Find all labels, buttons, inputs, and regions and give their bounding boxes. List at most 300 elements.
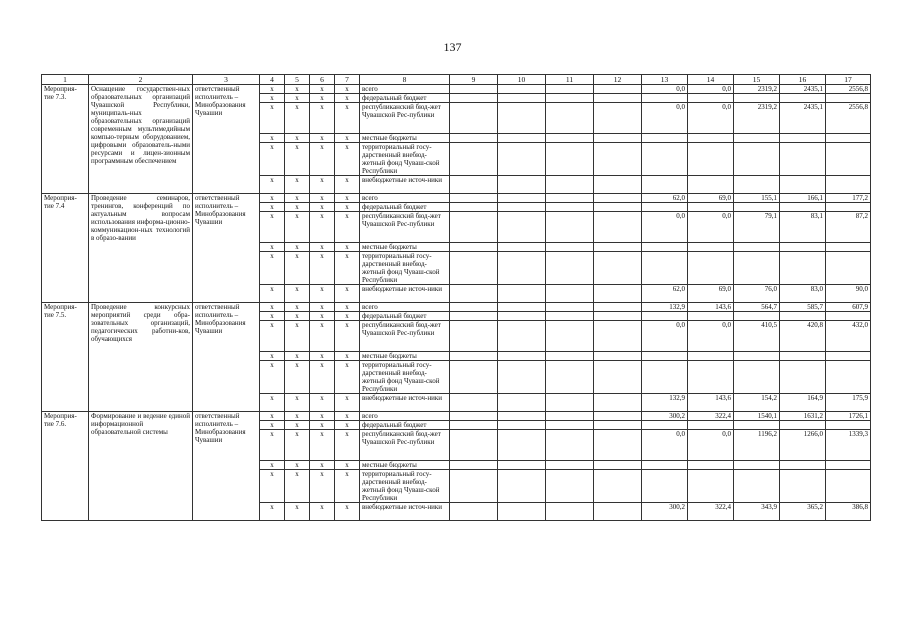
code-cell: x xyxy=(260,430,285,461)
empty-cell xyxy=(546,503,594,521)
value-cell xyxy=(734,143,780,176)
code-cell: x xyxy=(285,461,310,470)
empty-cell xyxy=(546,394,594,412)
value-cell xyxy=(734,361,780,394)
code-cell: x xyxy=(310,461,335,470)
measure-code: Мероприя-тие 7.3. xyxy=(42,85,89,194)
empty-cell xyxy=(594,361,642,394)
empty-cell xyxy=(546,176,594,194)
value-cell: 0,0 xyxy=(642,321,688,352)
empty-cell xyxy=(450,361,498,394)
empty-cell xyxy=(498,252,546,285)
empty-cell xyxy=(498,430,546,461)
value-cell xyxy=(688,252,734,285)
funding-source: местные бюджеты xyxy=(360,134,450,143)
value-cell xyxy=(734,352,780,361)
value-cell: 564,7 xyxy=(734,303,780,312)
empty-cell xyxy=(498,103,546,134)
funding-source: внебюджетные источ-ники xyxy=(360,285,450,303)
code-cell: x xyxy=(260,194,285,203)
empty-cell xyxy=(546,194,594,203)
code-cell: x xyxy=(335,85,360,94)
value-cell xyxy=(688,143,734,176)
empty-cell xyxy=(450,303,498,312)
table-row xyxy=(42,303,871,312)
measure-code: Мероприя-тие 7.4 xyxy=(42,194,89,303)
code-cell: x xyxy=(335,143,360,176)
code-cell: x xyxy=(335,312,360,321)
code-cell: x xyxy=(285,94,310,103)
table-row xyxy=(42,85,871,94)
table-body xyxy=(42,75,871,521)
code-cell: x xyxy=(260,303,285,312)
value-cell: 432,0 xyxy=(826,321,871,352)
empty-cell xyxy=(450,212,498,243)
funding-source: всего xyxy=(360,194,450,203)
code-cell: x xyxy=(285,430,310,461)
budget-table xyxy=(41,74,871,521)
code-cell: x xyxy=(310,303,335,312)
value-cell xyxy=(780,352,826,361)
value-cell xyxy=(780,243,826,252)
code-cell: x xyxy=(310,243,335,252)
empty-cell xyxy=(450,321,498,352)
code-cell: x xyxy=(260,470,285,503)
empty-cell xyxy=(498,203,546,212)
empty-cell xyxy=(450,412,498,421)
empty-cell xyxy=(450,394,498,412)
value-cell xyxy=(826,361,871,394)
funding-source: внебюджетные источ-ники xyxy=(360,503,450,521)
value-cell xyxy=(642,134,688,143)
code-cell: x xyxy=(285,103,310,134)
code-cell: x xyxy=(310,470,335,503)
value-cell: 1631,2 xyxy=(780,412,826,421)
measure-name: Оснащение государствен-ных образовательных организаций Чувашской Республики, муниципаль-ных образовательных организаций современным мультимедийным компью-терным оборудованием, цифровыми образователь-ными ресурсами и лицен-зионным программным обеспечением xyxy=(89,85,193,194)
value-cell: 2556,8 xyxy=(826,85,871,94)
column-header: 6 xyxy=(310,75,335,85)
code-cell: x xyxy=(335,103,360,134)
value-cell xyxy=(642,203,688,212)
empty-cell xyxy=(450,143,498,176)
code-cell: x xyxy=(285,243,310,252)
value-cell xyxy=(734,243,780,252)
funding-source: республиканский бюд-жет Чувашской Рес-публики xyxy=(360,321,450,352)
empty-cell xyxy=(546,430,594,461)
empty-cell xyxy=(498,461,546,470)
funding-source: территориальный госу-дарственный внебюд-жетный фонд Чуваш-ской Республики xyxy=(360,143,450,176)
empty-cell xyxy=(546,285,594,303)
value-cell: 1266,0 xyxy=(780,430,826,461)
code-cell: x xyxy=(335,503,360,521)
code-cell: x xyxy=(285,394,310,412)
code-cell: x xyxy=(335,252,360,285)
column-header: 7 xyxy=(335,75,360,85)
empty-cell xyxy=(594,430,642,461)
column-header: 9 xyxy=(450,75,498,85)
value-cell xyxy=(780,461,826,470)
value-cell xyxy=(642,312,688,321)
empty-cell xyxy=(594,461,642,470)
value-cell xyxy=(826,252,871,285)
value-cell: 0,0 xyxy=(642,103,688,134)
column-header: 4 xyxy=(260,75,285,85)
code-cell: x xyxy=(260,203,285,212)
code-cell: x xyxy=(335,361,360,394)
code-cell: x xyxy=(335,470,360,503)
value-cell xyxy=(688,203,734,212)
empty-cell xyxy=(546,94,594,103)
empty-cell xyxy=(498,321,546,352)
value-cell xyxy=(688,176,734,194)
value-cell xyxy=(734,252,780,285)
code-cell: x xyxy=(260,103,285,134)
code-cell: x xyxy=(335,212,360,243)
value-cell xyxy=(826,134,871,143)
value-cell: 0,0 xyxy=(642,212,688,243)
empty-cell xyxy=(594,352,642,361)
empty-cell xyxy=(450,94,498,103)
code-cell: x xyxy=(310,421,335,430)
value-cell xyxy=(734,470,780,503)
column-header: 8 xyxy=(360,75,450,85)
empty-cell xyxy=(546,461,594,470)
value-cell: 420,8 xyxy=(780,321,826,352)
value-cell xyxy=(826,461,871,470)
code-cell: x xyxy=(260,412,285,421)
value-cell: 76,0 xyxy=(734,285,780,303)
empty-cell xyxy=(546,361,594,394)
code-cell: x xyxy=(260,176,285,194)
value-cell: 322,4 xyxy=(688,412,734,421)
empty-cell xyxy=(594,312,642,321)
value-cell xyxy=(688,470,734,503)
empty-cell xyxy=(546,352,594,361)
empty-cell xyxy=(594,252,642,285)
empty-cell xyxy=(546,243,594,252)
funding-source: местные бюджеты xyxy=(360,461,450,470)
empty-cell xyxy=(594,212,642,243)
code-cell: x xyxy=(285,143,310,176)
value-cell: 607,9 xyxy=(826,303,871,312)
empty-cell xyxy=(498,212,546,243)
column-header: 2 xyxy=(89,75,193,85)
code-cell: x xyxy=(285,312,310,321)
empty-cell xyxy=(546,303,594,312)
code-cell: x xyxy=(260,352,285,361)
code-cell: x xyxy=(310,252,335,285)
code-cell: x xyxy=(335,352,360,361)
code-cell: x xyxy=(310,85,335,94)
empty-cell xyxy=(594,176,642,194)
value-cell: 0,0 xyxy=(642,85,688,94)
code-cell: x xyxy=(285,212,310,243)
column-header: 16 xyxy=(780,75,826,85)
measure-executor: ответственный исполнитель – Минобразования Чувашии xyxy=(193,303,260,412)
empty-cell xyxy=(450,503,498,521)
value-cell xyxy=(780,203,826,212)
empty-cell xyxy=(498,312,546,321)
empty-cell xyxy=(546,85,594,94)
code-cell: x xyxy=(310,203,335,212)
column-header: 10 xyxy=(498,75,546,85)
empty-cell xyxy=(450,312,498,321)
empty-cell xyxy=(546,103,594,134)
value-cell: 155,1 xyxy=(734,194,780,203)
value-cell xyxy=(642,143,688,176)
code-cell: x xyxy=(335,412,360,421)
value-cell xyxy=(826,143,871,176)
value-cell: 0,0 xyxy=(688,212,734,243)
value-cell xyxy=(780,312,826,321)
value-cell xyxy=(642,361,688,394)
funding-source: местные бюджеты xyxy=(360,243,450,252)
value-cell xyxy=(688,361,734,394)
empty-cell xyxy=(450,243,498,252)
value-cell: 143,6 xyxy=(688,394,734,412)
empty-cell xyxy=(594,285,642,303)
value-cell: 62,0 xyxy=(642,285,688,303)
measure-executor: ответственный исполнитель – Минобразования Чувашии xyxy=(193,412,260,521)
value-cell: 166,1 xyxy=(780,194,826,203)
empty-cell xyxy=(594,303,642,312)
column-header: 3 xyxy=(193,75,260,85)
code-cell: x xyxy=(310,503,335,521)
value-cell: 1339,3 xyxy=(826,430,871,461)
funding-source: федеральный бюджет xyxy=(360,312,450,321)
value-cell: 1540,1 xyxy=(734,412,780,421)
value-cell: 0,0 xyxy=(688,103,734,134)
code-cell: x xyxy=(260,134,285,143)
empty-cell xyxy=(594,85,642,94)
code-cell: x xyxy=(335,243,360,252)
code-cell: x xyxy=(260,461,285,470)
empty-cell xyxy=(498,134,546,143)
empty-cell xyxy=(594,503,642,521)
funding-source: республиканский бюд-жет Чувашской Рес-публики xyxy=(360,103,450,134)
column-header: 14 xyxy=(688,75,734,85)
empty-cell xyxy=(498,352,546,361)
column-header: 12 xyxy=(594,75,642,85)
code-cell: x xyxy=(260,243,285,252)
code-cell: x xyxy=(260,252,285,285)
code-cell: x xyxy=(285,194,310,203)
code-cell: x xyxy=(260,143,285,176)
code-cell: x xyxy=(310,361,335,394)
code-cell: x xyxy=(310,176,335,194)
code-cell: x xyxy=(310,285,335,303)
code-cell: x xyxy=(335,285,360,303)
value-cell xyxy=(826,470,871,503)
code-cell: x xyxy=(335,321,360,352)
empty-cell xyxy=(594,103,642,134)
empty-cell xyxy=(594,94,642,103)
code-cell: x xyxy=(285,470,310,503)
value-cell xyxy=(780,143,826,176)
code-cell: x xyxy=(335,194,360,203)
code-cell: x xyxy=(310,321,335,352)
value-cell: 177,2 xyxy=(826,194,871,203)
empty-cell xyxy=(450,194,498,203)
empty-cell xyxy=(498,243,546,252)
value-cell xyxy=(826,312,871,321)
code-cell: x xyxy=(285,176,310,194)
value-cell xyxy=(642,470,688,503)
value-cell xyxy=(780,421,826,430)
empty-cell xyxy=(450,103,498,134)
empty-cell xyxy=(594,321,642,352)
value-cell: 132,9 xyxy=(642,394,688,412)
value-cell: 87,2 xyxy=(826,212,871,243)
empty-cell xyxy=(450,252,498,285)
value-cell xyxy=(642,352,688,361)
empty-cell xyxy=(498,85,546,94)
value-cell xyxy=(734,134,780,143)
value-cell xyxy=(642,94,688,103)
table-row xyxy=(42,412,871,421)
code-cell: x xyxy=(335,203,360,212)
funding-source: территориальный госу-дарственный внебюд-жетный фонд Чуваш-ской Республики xyxy=(360,470,450,503)
value-cell xyxy=(780,176,826,194)
page-number: 137 xyxy=(443,40,462,54)
code-cell: x xyxy=(310,212,335,243)
empty-cell xyxy=(594,203,642,212)
value-cell: 2319,2 xyxy=(734,103,780,134)
code-cell: x xyxy=(310,103,335,134)
empty-cell xyxy=(546,312,594,321)
code-cell: x xyxy=(285,203,310,212)
value-cell: 175,9 xyxy=(826,394,871,412)
measure-name: Формирование и ведение единой информационной образовательной системы xyxy=(89,412,193,521)
empty-cell xyxy=(594,470,642,503)
code-cell: x xyxy=(285,85,310,94)
empty-cell xyxy=(546,143,594,176)
funding-source: всего xyxy=(360,412,450,421)
value-cell xyxy=(734,203,780,212)
empty-cell xyxy=(594,134,642,143)
empty-cell xyxy=(498,176,546,194)
value-cell xyxy=(734,176,780,194)
code-cell: x xyxy=(310,312,335,321)
funding-source: территориальный госу-дарственный внебюд-жетный фонд Чуваш-ской Республики xyxy=(360,252,450,285)
empty-cell xyxy=(546,203,594,212)
table-row xyxy=(42,194,871,203)
code-cell: x xyxy=(260,212,285,243)
value-cell: 143,6 xyxy=(688,303,734,312)
code-cell: x xyxy=(310,430,335,461)
funding-source: республиканский бюд-жет Чувашской Рес-публики xyxy=(360,430,450,461)
code-cell: x xyxy=(260,421,285,430)
value-cell: 0,0 xyxy=(688,321,734,352)
measure-code: Мероприя-тие 7.5. xyxy=(42,303,89,412)
code-cell: x xyxy=(335,461,360,470)
value-cell xyxy=(642,252,688,285)
empty-cell xyxy=(450,352,498,361)
value-cell xyxy=(688,461,734,470)
value-cell xyxy=(780,94,826,103)
funding-source: местные бюджеты xyxy=(360,352,450,361)
empty-cell xyxy=(498,94,546,103)
value-cell xyxy=(688,243,734,252)
value-cell xyxy=(642,176,688,194)
column-header: 17 xyxy=(826,75,871,85)
value-cell xyxy=(826,243,871,252)
code-cell: x xyxy=(335,394,360,412)
value-cell: 322,4 xyxy=(688,503,734,521)
value-cell xyxy=(780,470,826,503)
value-cell: 1196,2 xyxy=(734,430,780,461)
funding-source: федеральный бюджет xyxy=(360,421,450,430)
code-cell: x xyxy=(335,94,360,103)
value-cell xyxy=(826,352,871,361)
empty-cell xyxy=(498,421,546,430)
code-cell: x xyxy=(310,412,335,421)
value-cell xyxy=(688,94,734,103)
empty-cell xyxy=(546,421,594,430)
funding-source: республиканский бюд-жет Чувашской Рес-публики xyxy=(360,212,450,243)
value-cell: 0,0 xyxy=(688,85,734,94)
empty-cell xyxy=(546,252,594,285)
code-cell: x xyxy=(285,303,310,312)
empty-cell xyxy=(546,212,594,243)
value-cell: 0,0 xyxy=(642,430,688,461)
empty-cell xyxy=(450,430,498,461)
value-cell: 365,2 xyxy=(780,503,826,521)
value-cell: 69,0 xyxy=(688,285,734,303)
code-cell: x xyxy=(335,303,360,312)
value-cell xyxy=(780,252,826,285)
funding-source: всего xyxy=(360,85,450,94)
value-cell xyxy=(642,243,688,252)
empty-cell xyxy=(546,412,594,421)
code-cell: x xyxy=(260,394,285,412)
code-cell: x xyxy=(310,352,335,361)
value-cell: 386,8 xyxy=(826,503,871,521)
value-cell xyxy=(734,421,780,430)
value-cell: 0,0 xyxy=(688,430,734,461)
empty-cell xyxy=(498,303,546,312)
value-cell xyxy=(734,94,780,103)
code-cell: x xyxy=(285,361,310,394)
value-cell: 2435,1 xyxy=(780,103,826,134)
empty-cell xyxy=(594,194,642,203)
value-cell: 79,1 xyxy=(734,212,780,243)
value-cell: 585,7 xyxy=(780,303,826,312)
code-cell: x xyxy=(285,134,310,143)
column-header: 11 xyxy=(546,75,594,85)
value-cell: 69,0 xyxy=(688,194,734,203)
column-header: 1 xyxy=(42,75,89,85)
code-cell: x xyxy=(260,361,285,394)
value-cell: 343,9 xyxy=(734,503,780,521)
value-cell: 2319,2 xyxy=(734,85,780,94)
empty-cell xyxy=(498,470,546,503)
empty-cell xyxy=(546,321,594,352)
code-cell: x xyxy=(285,321,310,352)
empty-cell xyxy=(594,412,642,421)
empty-cell xyxy=(498,412,546,421)
value-cell: 90,0 xyxy=(826,285,871,303)
funding-source: федеральный бюджет xyxy=(360,94,450,103)
empty-cell xyxy=(450,85,498,94)
value-cell: 2435,1 xyxy=(780,85,826,94)
measure-name: Проведение конкурсных мероприятий среди обра-зовательных организаций, педагогических работни-ков, обучающихся xyxy=(89,303,193,412)
empty-cell xyxy=(450,176,498,194)
funding-source: федеральный бюджет xyxy=(360,203,450,212)
measure-code: Мероприя-тие 7.6. xyxy=(42,412,89,521)
code-cell: x xyxy=(260,312,285,321)
value-cell: 164,9 xyxy=(780,394,826,412)
